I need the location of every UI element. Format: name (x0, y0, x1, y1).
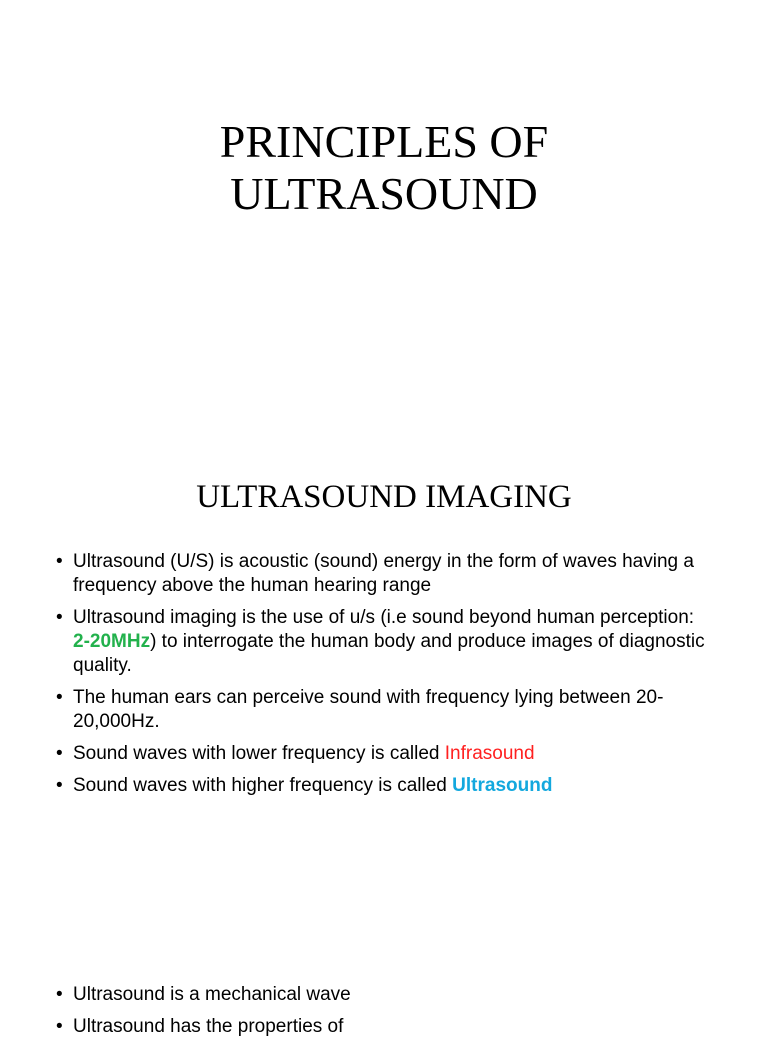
ultrasound-highlight: Ultrasound (452, 775, 553, 796)
bullet-text: Sound waves with higher frequency is called (73, 775, 453, 796)
bullet-item (56, 774, 716, 798)
bullet-item (56, 686, 716, 734)
infrasound-highlight: Infrasound (444, 743, 535, 764)
bullet-item (56, 983, 716, 1007)
frequency-range-highlight: 2-20MHz (73, 631, 151, 652)
title-line-1: PRINCIPLES OF (219, 116, 549, 167)
bullet-list (56, 550, 716, 806)
bullet-item (56, 1015, 716, 1039)
bullet-text: Sound waves with lower frequency is called (73, 743, 445, 764)
bullet-text: The human ears can perceive sound with frequency lying between 20-20,000Hz. (73, 687, 664, 732)
bullet-item (56, 550, 716, 598)
title-line-2: ULTRASOUND (230, 168, 538, 219)
bullet-text: Ultrasound imaging is the use of u/s (i.e sound beyond human perception: (73, 607, 695, 628)
bullet-item (56, 606, 716, 678)
bullet-text: Ultrasound has the properties of (73, 1016, 344, 1037)
bullet-text: Ultrasound (U/S) is acoustic (sound) energy in the form of waves having a frequency above the human hearing range (73, 551, 694, 596)
slide-title (0, 116, 768, 220)
bullet-text: ) to interrogate the human body and produce images of diagnostic quality. (73, 631, 705, 676)
bullet-text: Ultrasound is a mechanical wave (73, 984, 351, 1005)
bullet-item (56, 742, 716, 766)
bullet-list (56, 983, 716, 1047)
section-title: ULTRASOUND IMAGING (196, 479, 572, 515)
